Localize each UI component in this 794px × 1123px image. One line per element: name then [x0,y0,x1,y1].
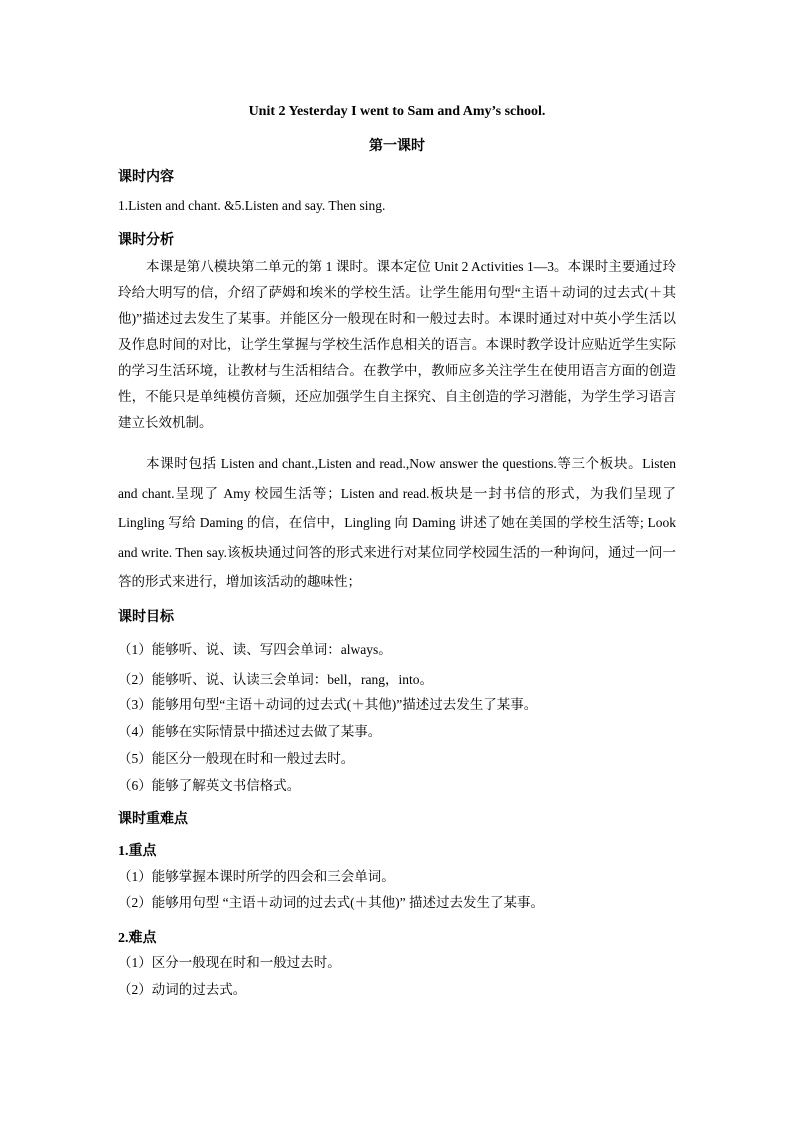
lesson-subtitle: 第一课时 [369,139,425,154]
key-difficult-heading: 课时重难点 [118,812,188,827]
goal-item: （5）能区分一般现在时和一般过去时。 [118,751,355,766]
goal-item: （6）能够了解英文书信格式。 [118,778,301,793]
goals-heading: 课时目标 [118,610,174,625]
document-title: Unit 2 Yesterday I went to Sam and Amy’s school. [248,104,546,119]
analysis-paragraph-2: 本课时包括 Listen and chant.,Listen and read.,Now answer the questions.等三个板块。Listen and chant.呈现了 Amy 校园生活等；Listen and read.板块是一封书信的形式，为我们呈现了 Lingling 写给 Daming 的信，在信中，Lingling 向 Daming 讲述了她在美国的学校生活等; Look and write. Then say.该板块通过问答的形式来进行对某位同学校园生活的一种询问，通过一问一答的形式来进行，增加该活动的趣味性； [118,456,676,589]
content-heading: 课时内容 [118,170,174,185]
goal-item: （3）能够用句型“主语＋动词的过去式(＋其他)”描述过去发生了某事。 [118,697,538,712]
analysis-paragraph-1: 本课是第八模块第二单元的第 1 课时。课本定位 Unit 2 Activities 1—3。本课时主要通过玲玲给大明写的信，介绍了萨姆和埃米的学校生活。让学生能用句型“主语＋动词的过去式(＋其他)”描述过去发生了某事。并能区分一般现在时和一般过去时。本课时通过对中英小学生活以及作息时间的对比，让学生掌握与学校生活作息相关的语言。本课时教学设计应贴近学生实际的学习生活环境，让教材与生活相结合。在教学中，教师应多关注学生在使用语言方面的创造性，不能只是单纯模仿音频，还应加强学生自主探究、自主创造的学习潜能，为学生学习语言建立长效机制。 [118,259,676,430]
goal-item: （4）能够在实际情景中描述过去做了某事。 [118,724,382,739]
goal-item: （2）能够听、说、认读三会单词：bell，rang，into。 [118,672,433,687]
goal-item: （1）能够听、说、读、写四会单词：always。 [118,642,392,657]
difficult-points-subheading: 2.难点 [118,931,157,946]
content-text: 1.Listen and chant. &5.Listen and say. Then sing. [118,198,386,213]
analysis-heading: 课时分析 [118,233,174,248]
difficult-point-item: （1）区分一般现在时和一般过去时。 [118,955,341,970]
key-point-item: （2）能够用句型 “主语＋动词的过去式(＋其他)” 描述过去发生了某事。 [118,895,544,910]
key-points-subheading: 1.重点 [118,844,157,859]
difficult-point-item: （2）动词的过去式。 [118,982,247,997]
key-point-item: （1）能够掌握本课时所学的四会和三会单词。 [118,869,395,884]
